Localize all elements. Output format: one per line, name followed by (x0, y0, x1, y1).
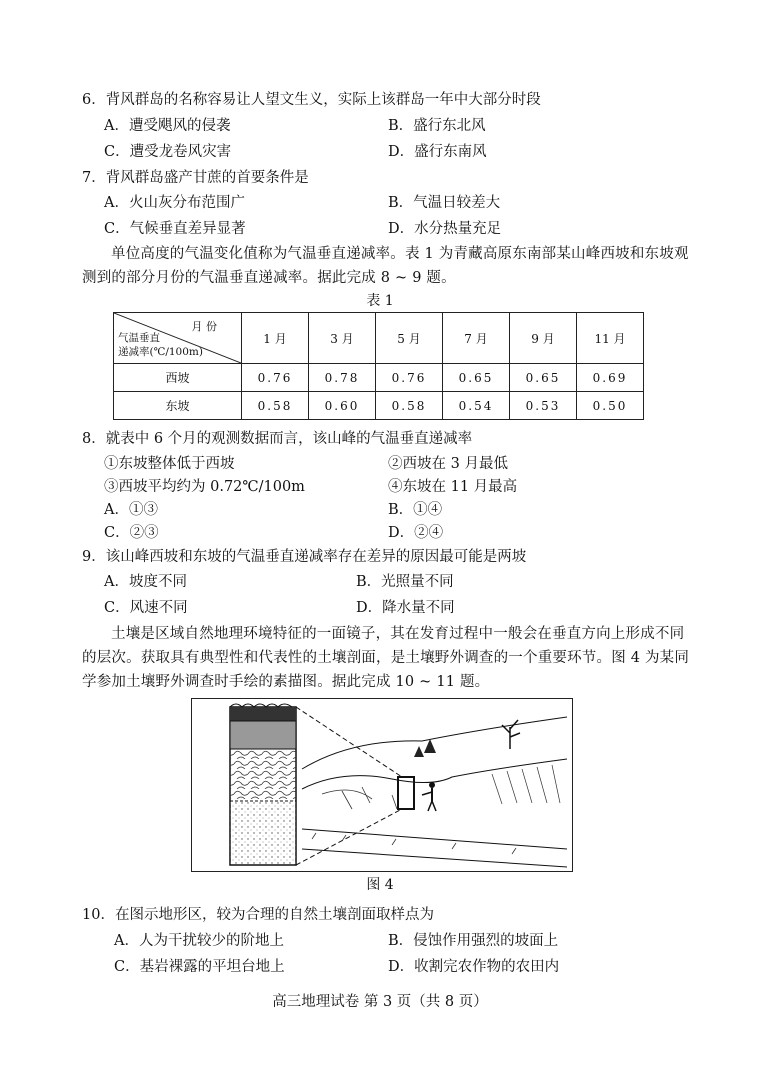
table1 (113, 312, 644, 420)
table1-cell: 0.78 (309, 364, 376, 392)
q7-option-d[interactable]: D．水分热量充足 (388, 221, 502, 237)
q10-option-a[interactable]: A．人为干扰较少的阶地上 (114, 933, 284, 949)
table1-cell: 0.58 (242, 392, 309, 420)
q9-option-a[interactable]: A．坡度不同 (104, 574, 187, 590)
table1-cell: 0.60 (309, 392, 376, 420)
table1-corner-line1: 气温垂直 (118, 332, 160, 344)
intro-10-11: 土壤是区域自然地理环境特征的一面镜子，其在发育过程中一般会在垂直方向上形成不同的层次。获取具有典型性和代表性的土壤剖面，是土壤野外调查的一个重要环节。图 4 为某同学参加土壤野外调查时手绘的素描图。据此完成 10 ~ 11 题。 (82, 626, 690, 690)
q7-stem: 7．背风群岛盛产甘蔗的首要条件是 (82, 170, 309, 186)
q8-option-c[interactable]: C．②③ (104, 525, 159, 541)
table1-month-header: 11 月 (577, 313, 644, 364)
table1-cell: 0.65 (443, 364, 510, 392)
q8-statement-4: ④东坡在 11 月最高 (388, 479, 518, 495)
table1-corner-line2: 递减率(℃/100m) (118, 346, 203, 358)
q8-option-d[interactable]: D．②④ (388, 525, 444, 541)
q6-stem: 6．背风群岛的名称容易让人望文生义，实际上该群岛一年中大部分时段 (82, 92, 541, 108)
q7-option-a[interactable]: A．火山灰分布范围广 (104, 195, 245, 211)
soil-profile-sketch (192, 699, 572, 871)
figure-4-caption: 图 4 (366, 877, 394, 893)
q6-option-a[interactable]: A．遭受飓风的侵袭 (104, 118, 231, 134)
table1-cell: 0.53 (510, 392, 577, 420)
table1-cell: 0.76 (376, 364, 443, 392)
table1-corner-month: 月 份 (191, 320, 217, 333)
q6-option-d[interactable]: D．盛行东南风 (388, 144, 487, 160)
q8-statement-2: ②西坡在 3 月最低 (388, 456, 508, 472)
q9-option-b[interactable]: B．光照量不同 (356, 574, 454, 590)
q10-stem: 10．在图示地形区，较为合理的自然土壤剖面取样点为 (82, 907, 434, 923)
table1-cell: 0.58 (376, 392, 443, 420)
q8-option-a[interactable]: A．①③ (104, 502, 158, 518)
q10-option-c[interactable]: C．基岩裸露的平坦台地上 (114, 959, 285, 975)
table-row (114, 392, 644, 420)
table1-corner-header (114, 313, 242, 364)
table1-row-label: 西坡 (114, 364, 242, 392)
q7-option-c[interactable]: C．气候垂直差异显著 (104, 221, 246, 237)
table1-cell: 0.69 (577, 364, 644, 392)
table1-cell: 0.50 (577, 392, 644, 420)
table1-month-header: 1 月 (242, 313, 309, 364)
figure-4-sketch (191, 698, 573, 872)
q10-option-b[interactable]: B．侵蚀作用强烈的坡面上 (388, 933, 559, 949)
q7-option-b[interactable]: B．气温日较差大 (388, 195, 501, 211)
q9-option-c[interactable]: C．风速不同 (104, 600, 188, 616)
intro-8-9: 单位高度的气温变化值称为气温垂直递减率。表 1 为青藏高原东南部某山峰西坡和东坡观测到的部分月份的气温垂直递减率。据此完成 8 ~ 9 题。 (82, 246, 689, 286)
table1-month-header: 9 月 (510, 313, 577, 364)
table1-cell: 0.76 (242, 364, 309, 392)
q8-statement-3: ③西坡平均约为 0.72℃/100m (104, 479, 305, 495)
table-row (114, 364, 644, 392)
table1-month-header: 5 月 (376, 313, 443, 364)
q8-statement-1: ①东坡整体低于西坡 (104, 456, 235, 472)
q6-option-b[interactable]: B．盛行东北风 (388, 118, 486, 134)
page-footer: 高三地理试卷 第 3 页（共 8 页） (272, 994, 488, 1010)
q9-option-d[interactable]: D．降水量不同 (356, 600, 455, 616)
q10-option-d[interactable]: D．收割完农作物的农田内 (388, 959, 560, 975)
table1-cell: 0.65 (510, 364, 577, 392)
table1-cell: 0.54 (443, 392, 510, 420)
q9-stem: 9．该山峰西坡和东坡的气温垂直递减率存在差异的原因最可能是两坡 (82, 549, 527, 565)
table1-month-header: 3 月 (309, 313, 376, 364)
q6-option-c[interactable]: C．遭受龙卷风灾害 (104, 144, 232, 160)
table1-month-header: 7 月 (443, 313, 510, 364)
table1-caption: 表 1 (366, 293, 394, 309)
q8-stem: 8．就表中 6 个月的观测数据而言，该山峰的气温垂直递减率 (82, 431, 473, 447)
q8-option-b[interactable]: B．①④ (388, 502, 443, 518)
table1-row-label: 东坡 (114, 392, 242, 420)
